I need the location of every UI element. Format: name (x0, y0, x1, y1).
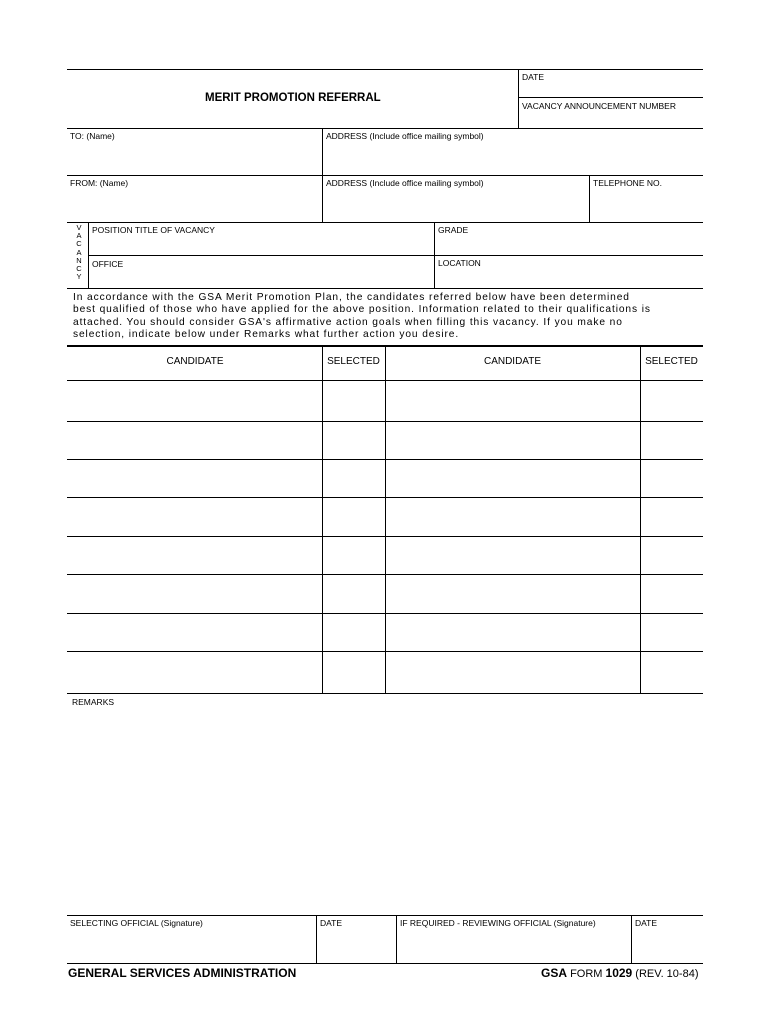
vacancy-side-label: V A C A N C Y (76, 223, 82, 282)
candidate-name-cell[interactable] (386, 575, 639, 612)
from-bottom-border (67, 222, 703, 223)
form-number-value: 1029 (605, 966, 633, 980)
instructions-line: best qualified of those who have applied for the above position. Information related to their qualifications is (73, 304, 651, 316)
grade-field[interactable] (435, 235, 702, 255)
selecting-official-label: SELECTING OFFICIAL (Signature) (70, 918, 203, 928)
office-field[interactable] (89, 269, 433, 288)
grade-label: GRADE (438, 225, 469, 235)
reviewing-date-field[interactable] (632, 929, 702, 962)
candidate-name-cell[interactable] (386, 537, 639, 573)
to-name-field[interactable] (68, 142, 321, 174)
candidate-selected-cell[interactable] (641, 614, 702, 650)
selecting-date-field[interactable] (317, 929, 395, 962)
from-address-field[interactable] (323, 189, 588, 221)
position-title-label: POSITION TITLE OF VACANCY (92, 225, 215, 235)
selected-header-2: SELECTED (645, 356, 698, 367)
candidate-selected-cell[interactable] (323, 575, 384, 612)
telephone-field[interactable] (590, 189, 702, 221)
to-address-label: ADDRESS (Include office mailing symbol) (326, 131, 484, 141)
form-number (541, 966, 698, 980)
candidate-name-cell[interactable] (68, 652, 321, 692)
instructions-paragraph (73, 292, 651, 342)
form-revision: (REV. 10-84) (635, 968, 699, 980)
candidate-selected-cell[interactable] (641, 460, 702, 496)
candidate-name-cell[interactable] (68, 460, 321, 496)
to-name-label: TO: (Name) (70, 131, 115, 141)
candidate-header-2: CANDIDATE (483, 356, 542, 367)
signature-bottom-border (67, 963, 703, 964)
header-bottom-border (67, 128, 703, 129)
table-bottom-border (67, 693, 703, 694)
office-label: OFFICE (92, 259, 124, 269)
candidate-selected-cell[interactable] (323, 537, 384, 573)
candidate-selected-cell[interactable] (641, 381, 702, 420)
to-bottom-border (67, 175, 703, 176)
instructions-line: attached. You should consider GSA's affirmative action goals when filling this vacancy. If you make no (73, 316, 623, 328)
candidate-selected-cell[interactable] (323, 460, 384, 496)
candidate-selected-cell[interactable] (323, 614, 384, 650)
from-name-field[interactable] (68, 189, 321, 221)
form-prefix: GSA (541, 966, 568, 980)
candidate-name-cell[interactable] (68, 498, 321, 535)
candidate-name-cell[interactable] (386, 381, 639, 420)
telephone-label: TELEPHONE NO. (593, 178, 662, 188)
candidate-header-1: CANDIDATE (166, 356, 224, 367)
page-title: MERIT PROMOTION REFERRAL (205, 92, 381, 104)
to-address-field[interactable] (323, 142, 702, 174)
candidate-selected-cell[interactable] (641, 537, 702, 573)
location-label: LOCATION (438, 258, 481, 268)
candidate-name-cell[interactable] (386, 614, 639, 650)
candidate-name-cell[interactable] (386, 422, 639, 458)
signature-top-border (67, 915, 703, 916)
candidate-name-cell[interactable] (68, 575, 321, 612)
remarks-label: REMARKS (72, 697, 115, 707)
reviewing-date-label: DATE (635, 918, 658, 928)
vacancy-mid-border (88, 255, 703, 256)
position-title-field[interactable] (89, 235, 433, 255)
selected-header-1: SELECTED (327, 356, 380, 367)
location-field[interactable] (435, 268, 702, 288)
instructions-line: In accordance with the GSA Merit Promotion Plan, the candidates referred below have been determined (73, 292, 630, 303)
candidate-selected-cell[interactable] (323, 381, 384, 420)
vacancy-bottom-border (67, 288, 703, 289)
reviewing-official-signature-field[interactable] (397, 929, 630, 962)
from-name-label: FROM: (Name) (70, 178, 129, 188)
selecting-date-label: DATE (320, 918, 343, 928)
candidate-name-cell[interactable] (386, 460, 639, 496)
candidate-name-cell[interactable] (68, 422, 321, 458)
reviewing-official-label: IF REQUIRED - REVIEWING OFFICIAL (Signature) (400, 918, 596, 928)
vacancy-announcement-field[interactable] (519, 110, 703, 128)
candidate-name-cell[interactable] (68, 537, 321, 573)
candidate-selected-cell[interactable] (641, 652, 702, 692)
candidate-selected-cell[interactable] (641, 498, 702, 535)
date-divider (518, 97, 703, 98)
candidate-selected-cell[interactable] (323, 498, 384, 535)
candidate-selected-cell[interactable] (641, 422, 702, 458)
top-border (67, 69, 703, 70)
candidate-selected-cell[interactable] (323, 422, 384, 458)
candidate-name-cell[interactable] (68, 381, 321, 420)
candidate-selected-cell[interactable] (641, 575, 702, 612)
from-address-label: ADDRESS (Include office mailing symbol) (326, 178, 484, 188)
candidate-name-cell[interactable] (386, 652, 639, 692)
candidate-selected-cell[interactable] (323, 652, 384, 692)
vacancy-announcement-label: VACANCY ANNOUNCEMENT NUMBER (522, 101, 676, 111)
date-label: DATE (522, 72, 545, 82)
date-field[interactable] (519, 80, 703, 97)
candidate-name-cell[interactable] (68, 614, 321, 650)
form-word: FORM (570, 968, 603, 980)
remarks-field[interactable] (68, 708, 702, 913)
selecting-official-signature-field[interactable] (68, 929, 315, 962)
instructions-line: selection, indicate below under Remarks what further action you desire. (73, 329, 460, 341)
agency-name: GENERAL SERVICES ADMINISTRATION (68, 966, 297, 980)
candidate-name-cell[interactable] (386, 498, 639, 535)
